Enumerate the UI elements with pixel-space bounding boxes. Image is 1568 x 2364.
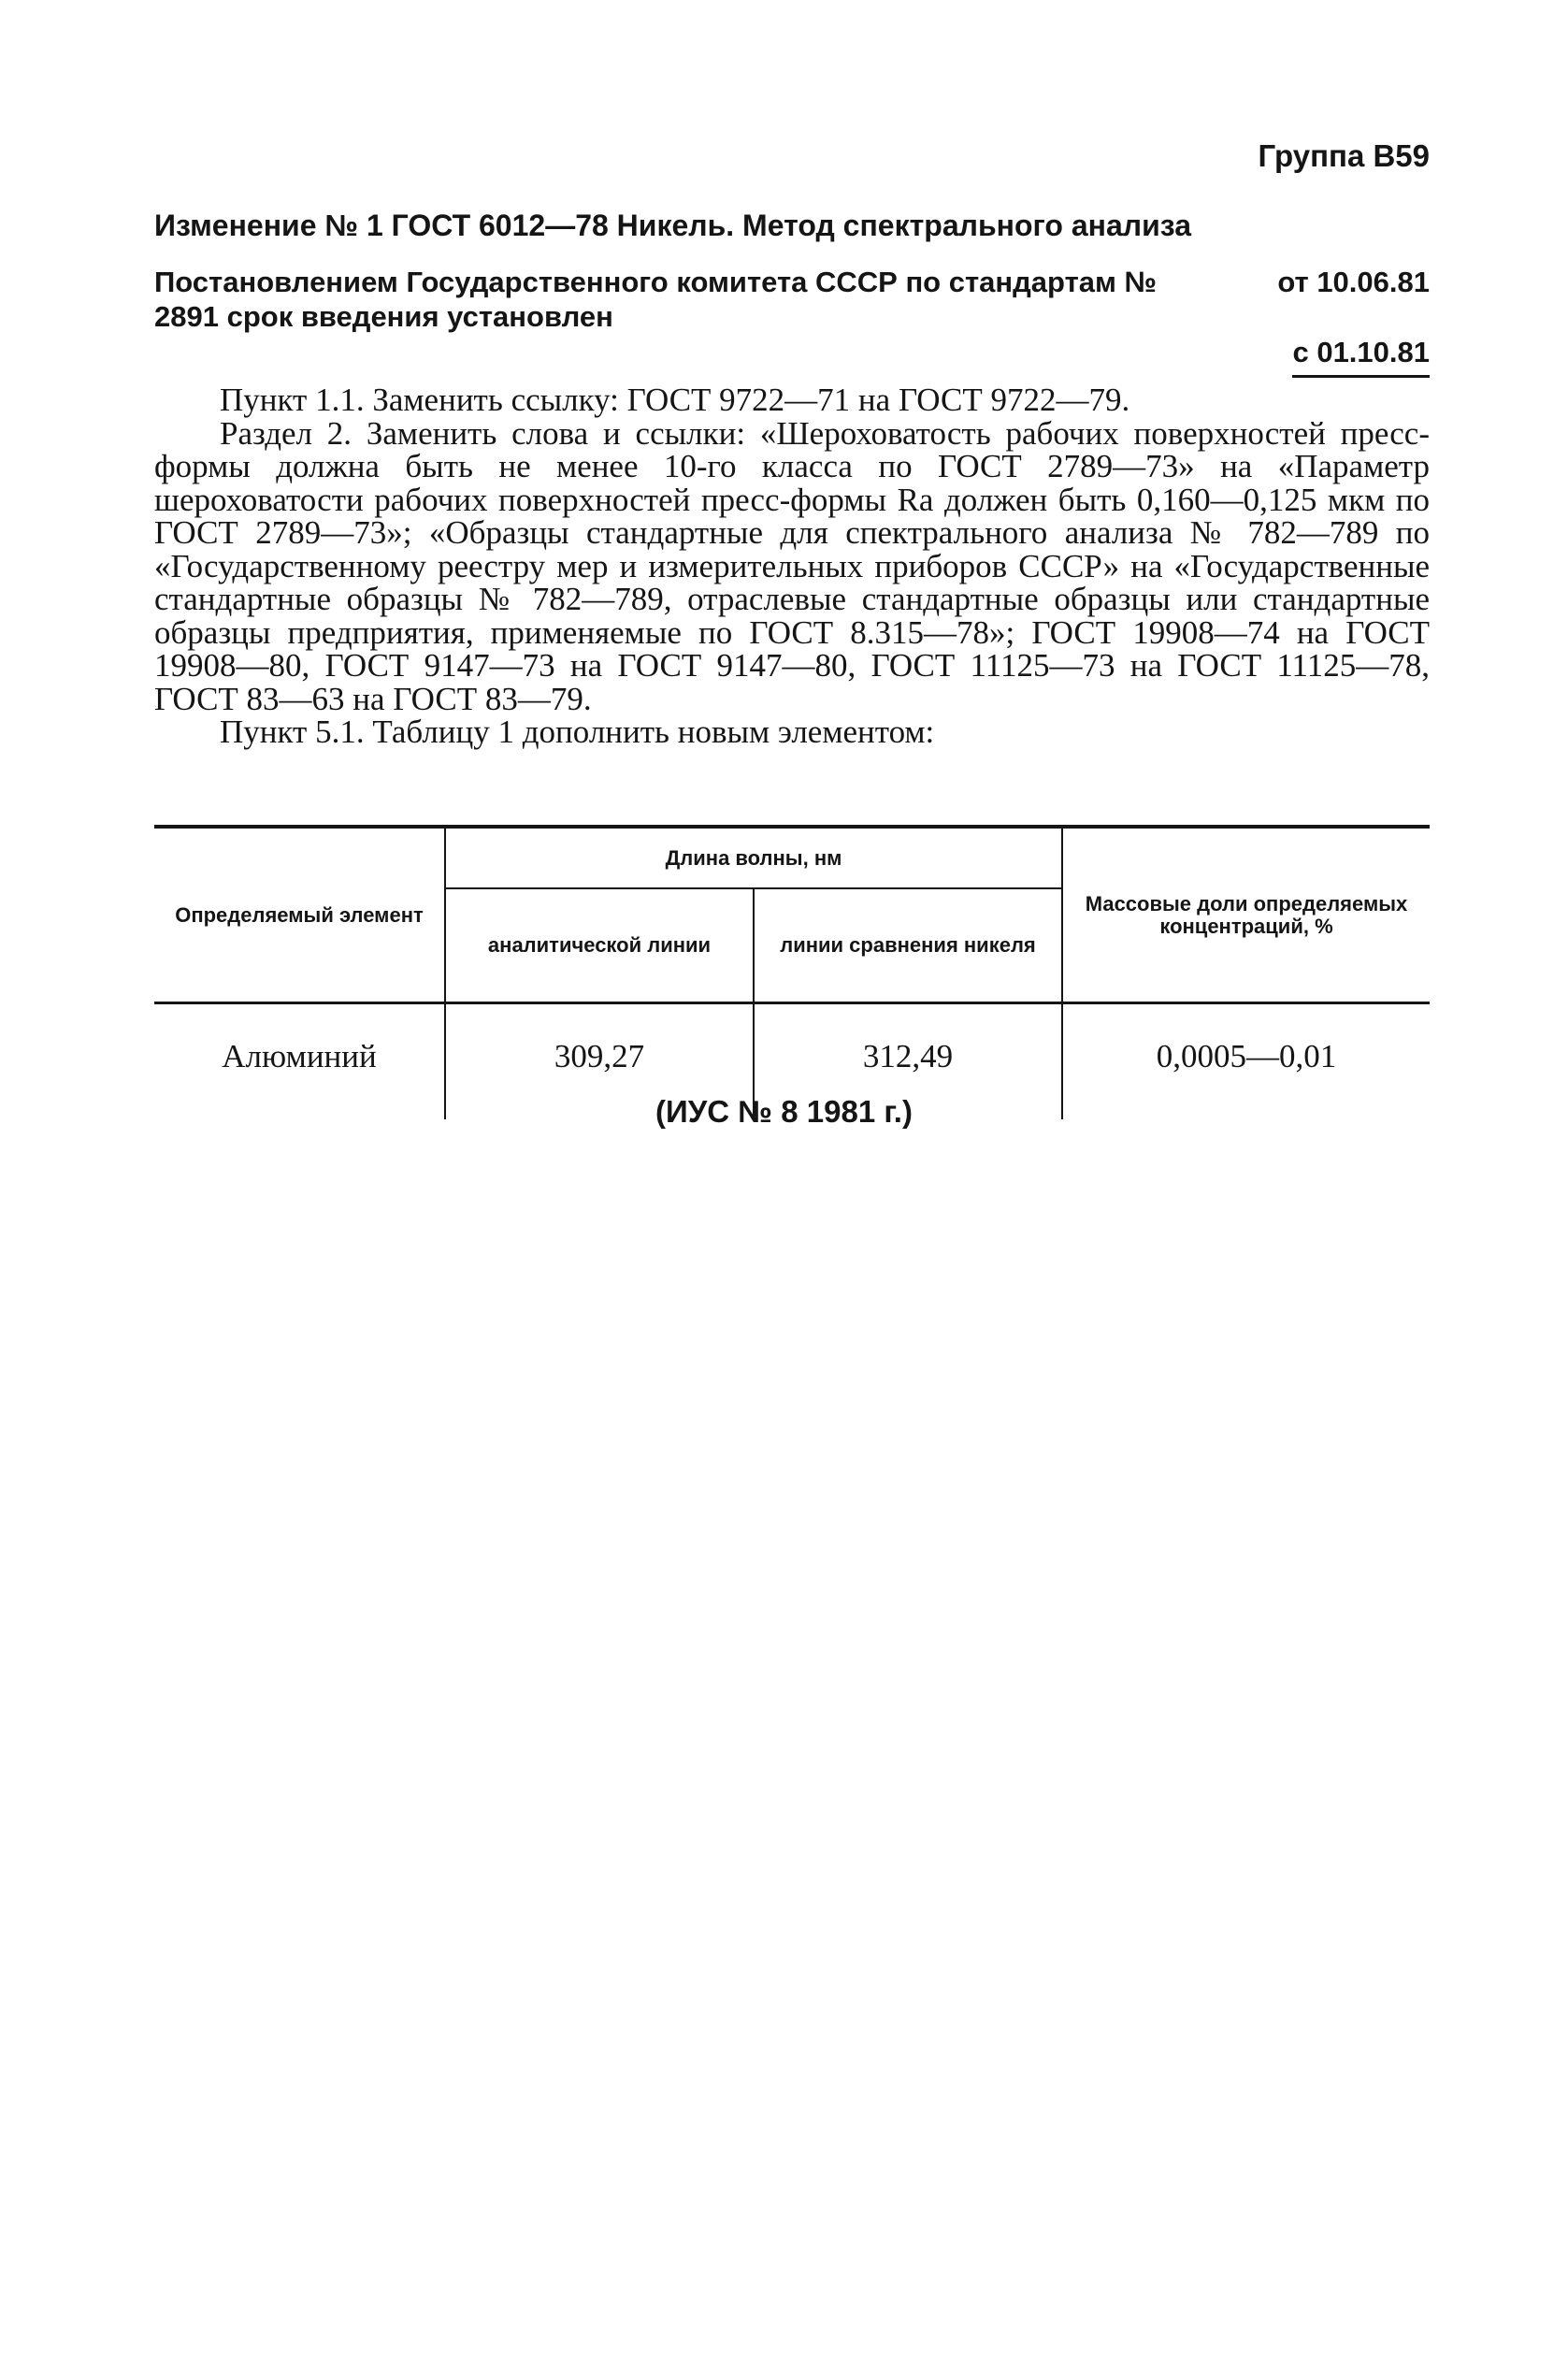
cell-analytical: 309,27 [445,1003,754,1120]
col-header-mass: Массовые доли определяемых концентраций, % [1062,827,1430,1003]
col-header-wavelength: Длина волны, нм [445,827,1062,888]
date-block [1277,265,1430,378]
col-header-element: Определяемый элемент [154,827,445,1003]
cell-comparison: 312,49 [754,1003,1062,1120]
cell-mass: 0,0005—0,01 [1156,1038,1337,1074]
paragraph-3: Пункт 5.1. Таблицу 1 дополнить новым элементом: [220,714,935,750]
amendment-title: Изменение № 1 ГОСТ 6012—78 Никель. Метод спектрального анализа [154,209,1192,242]
paragraph-1: Пункт 1.1. Заменить ссылку: ГОСТ 9722—71 на ГОСТ 9722—79. [220,382,1130,418]
cell-element: Алюминий [222,1038,377,1074]
resolution-date: от 10.06.81 [1277,266,1430,298]
col-header-analytical: аналитической линии [445,888,754,1003]
effective-date: с 01.10.81 [1292,335,1430,378]
elements-table [154,825,1430,1119]
resolution-text: Постановлением Государственного комитета СССР по стандартам № 2891 срок введения установлен [154,266,1158,333]
group-label: Группа В59 [1258,138,1430,173]
body-text [154,383,1430,749]
paragraph-2: Раздел 2. Заменить слова и ссылки: «Шероховатость рабочих поверхностей пресс-формы должна быть не менее 10-го класса по ГОСТ 2789—73» на «Параметр шероховатости рабочих поверхностей пресс-формы Ra должен быть 0,160—0,125 мкм по ГОСТ 2789—73»; «Образцы стандартные для спектрального анализа № 782—789 по «Государственному реестру мер и измерительных приборов СССР» на «Государственные стандартные образцы № 782—789, отраслевые стандартные образцы или стандартные образцы предприятия, применяемые по ГОСТ 8.315—78»; ГОСТ 19908—74 на ГОСТ 19908—80, ГОСТ 9147—73 на ГОСТ 9147—80, ГОСТ 11125—73 на ГОСТ 11125—78, ГОСТ 83—63 на ГОСТ 83—79. [154,414,1430,717]
table-wrapper [154,825,1430,1119]
source-reference: (ИУС № 8 1981 г.) [655,1094,913,1129]
col-header-comparison: линии сравнения никеля [754,888,1062,1003]
